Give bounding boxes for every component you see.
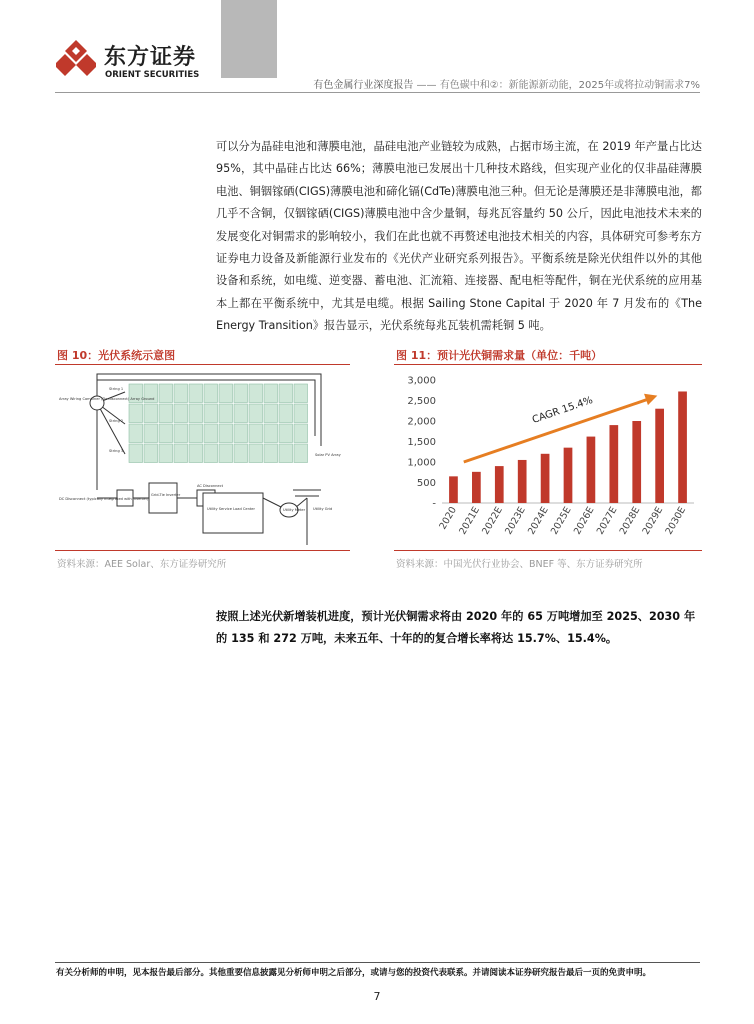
pv-module xyxy=(264,384,278,403)
pv-module xyxy=(219,444,233,463)
pv-module xyxy=(249,384,263,403)
pv-module xyxy=(219,384,233,403)
pv-module xyxy=(204,384,218,403)
pv-module xyxy=(189,404,203,423)
pv-module xyxy=(264,424,278,443)
solar-array xyxy=(129,384,308,463)
pv-module xyxy=(264,404,278,423)
pv-module xyxy=(219,404,233,423)
orient-logo-icon xyxy=(56,38,96,78)
pv-module xyxy=(204,444,218,463)
pv-module xyxy=(129,404,143,423)
brand-name-en: ORIENT SECURITIES xyxy=(105,70,200,80)
dc-disconnect-label: DC Disconnect (typically integrated with inverter) xyxy=(59,497,149,501)
brand-name-cn: 东方证券 xyxy=(104,45,197,70)
pv-module xyxy=(174,424,188,443)
bar xyxy=(541,454,550,503)
pv-module xyxy=(144,404,158,423)
pv-system-diagram xyxy=(57,370,347,548)
pv-module xyxy=(234,404,248,423)
figure10-source-rule xyxy=(55,550,350,551)
y-tick-label: 2,000 xyxy=(407,416,436,428)
solar-array-label: Solar PV Array xyxy=(315,453,341,457)
pv-module xyxy=(159,404,173,423)
x-tick-label: 2030E xyxy=(663,505,689,537)
utility-meter-label: Utility Meter xyxy=(283,508,306,512)
string3-label: String 3 xyxy=(109,449,124,453)
y-tick-label: 3,000 xyxy=(407,375,436,387)
pv-module xyxy=(144,444,158,463)
bar xyxy=(655,409,664,503)
bar xyxy=(518,460,527,503)
bar xyxy=(632,421,641,503)
y-tick-label: - xyxy=(432,498,436,510)
string2-label: String 2 xyxy=(109,419,124,423)
pv-module xyxy=(249,424,263,443)
pv-module xyxy=(294,384,308,403)
pv-module xyxy=(204,404,218,423)
page-number: 7 xyxy=(373,990,381,1003)
pv-module xyxy=(264,444,278,463)
utility-load-center-label: Utility Service Load Center xyxy=(207,507,255,511)
bar xyxy=(564,448,573,503)
footer-divider xyxy=(55,962,700,963)
pv-module xyxy=(159,424,173,443)
pv-module xyxy=(294,444,308,463)
pv-module xyxy=(294,404,308,423)
pv-module xyxy=(234,424,248,443)
pv-module xyxy=(129,444,143,463)
array-disconnect-label: Array Wiring Combiner (Dc disconnect) Array Ground xyxy=(59,397,155,401)
header-divider xyxy=(55,92,700,93)
bar xyxy=(609,425,618,503)
bar xyxy=(495,466,504,503)
x-tick-label: 2027E xyxy=(594,505,620,537)
cagr-arrowhead xyxy=(644,394,657,405)
pv-module xyxy=(294,424,308,443)
figure10-title-rule xyxy=(55,364,350,365)
pv-module xyxy=(174,404,188,423)
figure11-title-rule xyxy=(394,364,702,365)
copper-demand-chart xyxy=(396,370,702,548)
x-tick-label: 2020 xyxy=(437,505,460,532)
report-type: 有色金属行业深度报告 xyxy=(313,80,414,91)
string1-label: String 1 xyxy=(109,387,124,391)
pv-module xyxy=(234,384,248,403)
y-tick-label: 1,500 xyxy=(407,437,436,448)
report-header xyxy=(270,76,700,91)
header-accent-bar xyxy=(221,0,277,78)
pv-module xyxy=(189,424,203,443)
x-tick-label: 2024E xyxy=(526,505,551,537)
bar xyxy=(587,437,596,503)
figure10-source: 资料来源：AEE Solar、东方证券研究所 xyxy=(57,559,227,570)
utility-grid-label: Utility Grid xyxy=(313,507,333,511)
figure10-title: 图 10：光伏系统示意图 xyxy=(57,349,176,362)
footer-disclaimer: 有关分析师的申明，见本报告最后部分。其他重要信息披露见分析师申明之后部分，或请与您的投资代表联系。并请阅读本证券研究报告最后一页的免责申明。 xyxy=(56,968,652,978)
x-tick-label: 2026E xyxy=(571,505,597,537)
ac-disconnect-label: AC Disconnect xyxy=(197,484,224,488)
figure11-source-rule xyxy=(394,550,702,551)
x-tick-label: 2029E xyxy=(640,505,666,537)
pv-module xyxy=(144,424,158,443)
report-subtitle: —— 有色碳中和②：新能源新动能，2025年或将拉动铜需求7% xyxy=(416,80,700,91)
pv-module xyxy=(129,424,143,443)
pv-module xyxy=(249,404,263,423)
inverter-label: Grid-Tie Inverter xyxy=(151,493,181,497)
y-tick-label: 1,000 xyxy=(407,457,436,469)
pv-module xyxy=(249,444,263,463)
pv-module xyxy=(279,444,293,463)
bar xyxy=(449,476,458,503)
x-tick-label: 2028E xyxy=(617,505,643,537)
pv-module xyxy=(234,444,248,463)
x-tick-label: 2021E xyxy=(457,505,482,537)
summary-paragraph: 按照上述光伏新增装机进度，预计光伏铜需求将由 2020 年的 65 万吨增加至 2025、2030 年的 135 和 272 万吨，未来五年、十年的的复合增长率将达 15.7%、15.4%。 xyxy=(216,610,696,646)
body-paragraph: 可以分为晶硅电池和薄膜电池，晶硅电池产业链较为成熟，占据市场主流，在 2019 年产量占比达 95%，其中晶硅占比达 66%；薄膜电池已发展出十几种技术路线，但实现产业化的仅非晶硅薄膜电池、铜铟镓硒(CIGS)薄膜电池和碲化镉(CdTe)薄膜电池三种。但无论是薄膜还是非薄膜电池，都几乎不含铜，仅铟镓硒(CIGS)薄膜电池中含少量铜，每兆瓦容量约 50 公斤，因此电池技术未来的发展变化对铜需求的影响较小，我们在此也就不再赘述电池技术相关的内容，具体研究可参考东方证券电力设备及新能源行业发布的《光伏产业研究系列报告》。平衡系统是除光伏组件以外的其他设备和系统，如电缆、逆变器、蓄电池、汇流箱、连接器、配电柜等配件，铜在光伏系统的应用基本上都在平衡系统中，尤其是电缆。根据 Sailing Stone Capital 于 2020 年 7 月发布的《The Energy Transition》报告显示，光伏系统每兆瓦装机需耗铜 5 吨。 xyxy=(216,140,702,333)
pv-module xyxy=(204,424,218,443)
figure11-source: 资料来源：中国光伏行业协会、BNEF 等、东方证券研究所 xyxy=(396,559,643,570)
pv-module xyxy=(189,444,203,463)
bar xyxy=(472,472,481,503)
cagr-annotation: CAGR 15.4% xyxy=(530,394,595,426)
figure11-title: 图 11：预计光伏铜需求量（单位：千吨） xyxy=(396,349,603,362)
bar xyxy=(678,391,687,503)
x-tick-label: 2023E xyxy=(503,505,528,537)
pv-module xyxy=(174,444,188,463)
pv-module xyxy=(279,384,293,403)
pv-module xyxy=(219,424,233,443)
x-tick-label: 2022E xyxy=(480,505,505,537)
pv-module xyxy=(159,384,173,403)
pv-module xyxy=(279,424,293,443)
x-tick-label: 2025E xyxy=(548,505,574,537)
y-tick-label: 500 xyxy=(416,478,436,489)
pv-module xyxy=(174,384,188,403)
pv-module xyxy=(159,444,173,463)
y-tick-label: 2,500 xyxy=(407,396,436,407)
pv-module xyxy=(189,384,203,403)
pv-module xyxy=(279,404,293,423)
